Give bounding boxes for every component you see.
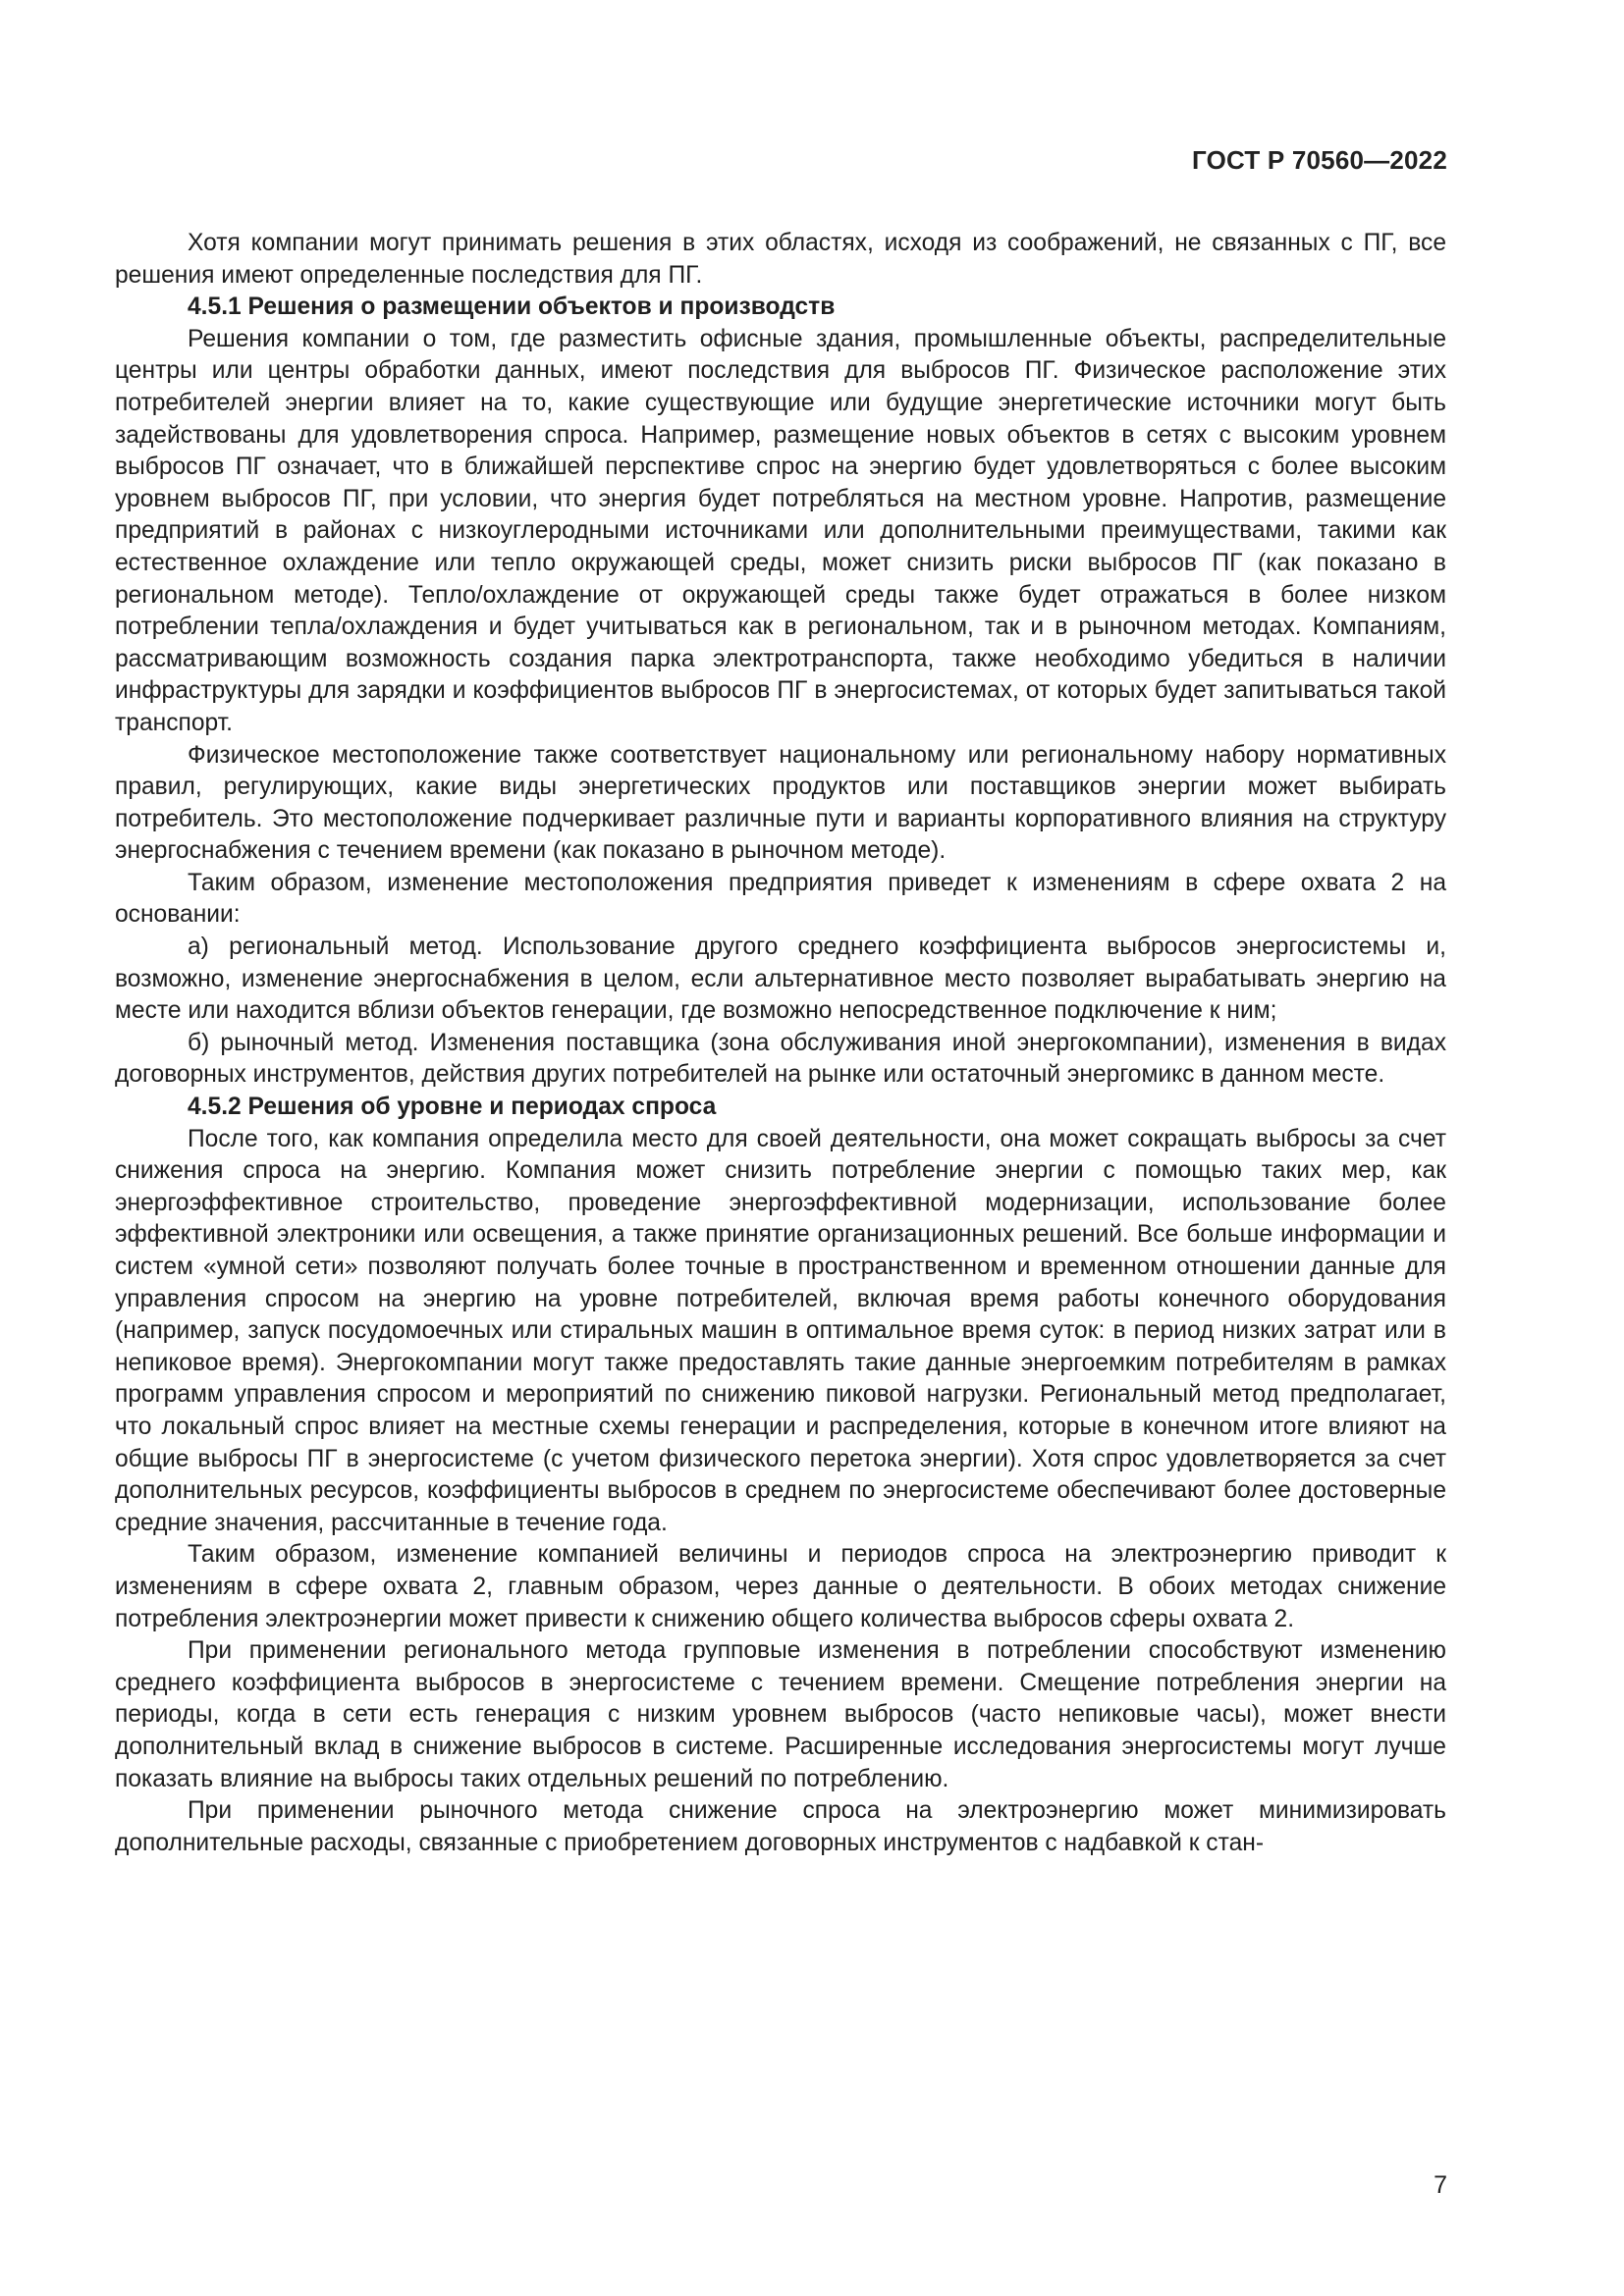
paragraph-demand-change-summary: Таким образом, изменение компанией величины и периодов спроса на электроэнергию приводит к изменениям в сфере охвата 2, главным образом, через данные о деятельности. В обоих методах снижение потребления электроэнергии может привести к снижению общего количества выбросов сферы охвата 2. [115,1541,1446,1632]
paragraph-physical-location: Физическое местоположение также соответствует национальному или региональному набору нормативных правил, регулирующих, какие виды энергетических продуктов или поставщиков энергии может выбирать потребитель. Это местоположение подчеркивает различные пути и варианты корпоративного влияния на структуру энергоснабжения с течением времени (как показано в рыночном методе). [115,741,1446,865]
list-item-market-method: б) рыночный метод. Изменения поставщика (зона обслуживания иной энергокомпании), изменения в видах договорных инструментов, действия других потребителей на рынке или остаточный энергомикс в данном месте. [115,1029,1446,1089]
paragraph-demand-reduction: После того, как компания определила место для своей деятельности, она может сокращать выбросы за счет снижения спроса на энергию. Компания может снизить потребление энергии с помощью таких мер, как энергоэффективное строительство, проведение энергоэффективной модернизации, использование более эффективной электроники или освещения, а также принятие организационных решений. Все больше информации и систем «умной сети» позволяют получать более точные в пространственном и временном отношении данные для управления спросом на энергию на уровне потребителей, включая время работы конечного оборудования (например, запуск посудомоечных или стиральных машин в оптимальное время суток: в период низких затрат или в непиковое время). Энергокомпании могут также предоставлять такие данные энергоемким потребителям в рамках программ управления спросом и мероприятий по снижению пиковой нагрузки. Региональный метод предполагает, что локальный спрос влияет на местные схемы генерации и распределения, которые в конечном итоге влияют на общие выбросы ПГ в энергосистеме (с учетом физического перетока энергии). Хотя спрос удовлетворяется за счет дополнительных ресурсов, коэффициенты выбросов в среднем по энергосистеме обеспечивают более достоверные средние значения, рассчитанные в течение года. [115,1125,1446,1536]
paragraph-regional-method-application: При применении регионального метода групповые изменения в потреблении способствуют изменению среднего коэффициента выбросов в энергосистеме с течением времени. Смещение потребления энергии на периоды, когда в сети есть генерация с низким уровнем выбросов (часто непиковые часы), может внести дополнительный вклад в снижение выбросов в системе. Расширенные исследования энергосистемы могут лучше показать влияние на выбросы таких отдельных решений по потреблению. [115,1637,1446,1792]
section-heading-4-5-1: 4.5.1 Решения о размещении объектов и производств [188,294,836,321]
document-standard-code: ГОСТ Р 70560—2022 [1192,145,1447,175]
paragraph-placement-decisions: Решения компании о том, где разместить офисные здания, промышленные объекты, распределительные центры или центры обработки данных, имеют последствия для выбросов ПГ. Физическое расположение этих потребителей энергии влияет на то, какие существующие или будущие энергетические источники могут быть задействованы для удовлетворения спроса. Например, размещение новых объектов в сетях с высоким уровнем выбросов ПГ означает, что в ближайшей перспективе спрос на энергию будет удовлетворяться с более высоким уровнем выбросов ПГ, при условии, что энергия будет потребляться на местном уровне. Напротив, размещение предприятий в районах с низкоуглеродными источниками или дополнительными преимуществами, такими как естественное охлаждение или тепло окружающей среды, может снизить риски выбросов ПГ (как показано в региональном методе). Тепло/охлаждение от окружающей среды также будет отражаться в более низком потреблении тепла/охлаждения и будет учитываться как в региональном, так и в рыночном методах. Компаниям, рассматривающим возможность создания парка электротранспорта, также необходимо убедиться в наличии инфраструктуры для зарядки и коэффициентов выбросов ПГ в энергосистемах, от которых будет запитываться такой транспорт. [115,325,1446,736]
paragraph-market-method-application: При применении рыночного метода снижение спроса на электроэнергию может минимизировать дополнительные расходы, связанные с приобретением договорных инструментов с надбавкой к стан- [115,1797,1446,1856]
paragraph-location-change: Таким образом, изменение местоположения предприятия приведет к изменениям в сфере охвата 2 на основании: [115,869,1446,929]
paragraph-intro: Хотя компании могут принимать решения в этих областях, исходя из соображений, не связанных с ПГ, все решения имеют определенные последствия для ПГ. [115,230,1446,289]
list-item-regional-method: а) региональный метод. Использование другого среднего коэффициента выбросов энергосистемы и, возможно, изменение энергоснабжения в целом, если альтернативное место позволяет вырабатывать энергию на месте или находится вблизи объектов генерации, где возможно непосредственное подключение к ним; [115,934,1446,1025]
section-heading-4-5-2: 4.5.2 Решения об уровне и периодах спроса [188,1094,717,1121]
page-number: 7 [1434,2171,1447,2199]
document-body [115,228,1446,1859]
